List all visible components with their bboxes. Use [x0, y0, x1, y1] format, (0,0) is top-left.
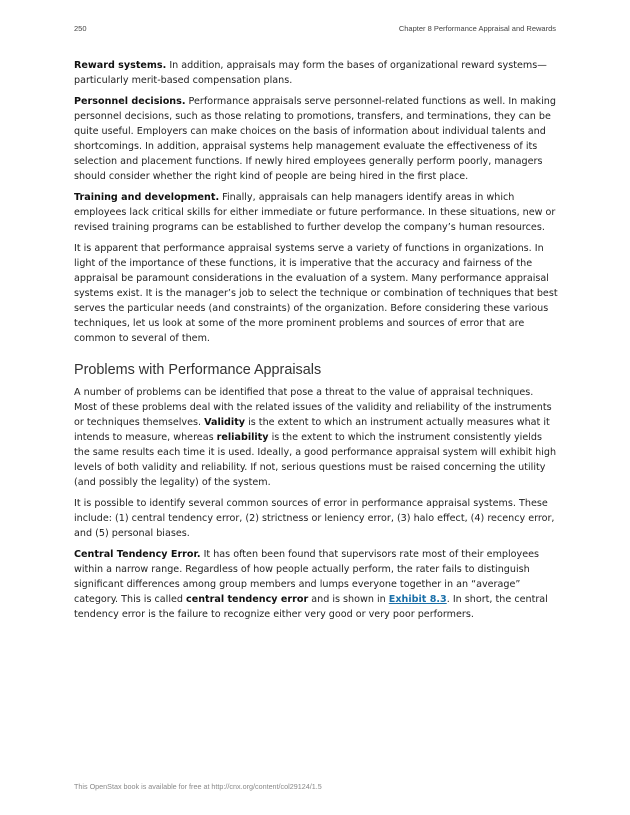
- paragraph-training: [74, 190, 558, 235]
- chapter-title: Chapter 8 Performance Appraisal and Rewards: [398, 24, 556, 33]
- term-central-tendency-error: central tendency error: [186, 594, 309, 605]
- page-footer: This OpenStax book is available for free at http://cnx.org/content/col29124/1.5: [74, 782, 322, 791]
- paragraph-text: It has often been found that supervisors rate most of their employees within a narrow range. Regardless of how people actually perform, the rater fails to distinguish significant differences among group members and lumps everyone together in an “average” category. This is called: [74, 549, 540, 605]
- paragraph-text: . In short, the central tendency error is the failure to recognize either very good or very poor performers.: [74, 594, 548, 620]
- term-reliability: reliability: [216, 432, 269, 443]
- paragraph-personnel-decisions: [74, 94, 558, 184]
- term-personnel-decisions: Personnel decisions.: [74, 96, 186, 107]
- paragraph-central-tendency: [74, 547, 558, 622]
- paragraph-text: is the extent to which the instrument consistently yields the same results each time it is used. Ideally, a good performance appraisal system will exhibit high levels of both validity and reliability. If not, serious questions must be raised concerning the utility (and possibly the legality) of the system.: [74, 432, 557, 488]
- term-validity: Validity: [204, 417, 246, 428]
- term-training-development: Training and development.: [74, 192, 220, 203]
- page-header: [74, 24, 556, 38]
- paragraph-reward-systems: [74, 58, 558, 88]
- exhibit-link[interactable]: Exhibit 8.3: [388, 594, 447, 605]
- paragraph-text: is the extent to which an instrument actually measures what it intends to measure, whereas: [74, 417, 550, 443]
- section-heading: Problems with Performance Appraisals: [74, 362, 322, 378]
- term-reward-systems: Reward systems.: [74, 60, 167, 71]
- paragraph-text: Finally, appraisals can help managers identify areas in which employees lack critical skills for either immediate or future performance. In these situations, new or revised training programs can be established to further develop the company’s human resources.: [74, 192, 556, 233]
- page-number: 250: [74, 24, 87, 33]
- paragraph-text: and is shown in: [308, 594, 389, 605]
- paragraph-text: Performance appraisals serve personnel-related functions as well. In making personnel decisions, such as those relating to promotions, transfers, and terminations, they can be quite useful. Employers can make choices on the basis of information about individual talents and shortcomings. In addition, appraisal systems help management evaluate the effectiveness of its selection and placement functions. If newly hired employees generally perform poorly, managers should consider whether the right kind of people are being hired in the first place.: [74, 96, 556, 182]
- paragraph-text: In addition, appraisals may form the bases of organizational reward systems—particularly merit-based compensation plans.: [74, 60, 547, 86]
- term-central-tendency-error-lead: Central Tendency Error.: [74, 549, 201, 560]
- page-content: [74, 58, 558, 628]
- paragraph-problems: [74, 385, 558, 490]
- paragraph-text: A number of problems can be identified that pose a threat to the value of appraisal techniques. Most of these problems deal with the related issues of the validity and reliability of the instruments or techniques themselves.: [74, 387, 552, 428]
- paragraph-sources-of-error: It is possible to identify several common sources of error in performance appraisal systems. These include: (1) central tendency error, (2) strictness or leniency error, (3) halo effect, (4) recency error, and (5) personal biases.: [74, 498, 555, 539]
- paragraph-apparent: It is apparent that performance appraisal systems serve a variety of functions in organizations. In light of the importance of these functions, it is imperative that the accuracy and fairness of the appraisal be paramount considerations in the evaluation of a system. Many performance appraisal systems exist. It is the manager’s job to select the technique or combination of techniques that best serves the particular needs (and constraints) of the organization. Before considering these various techniques, let us look at some of the more prominent problems and sources of error that are common to several of them.: [74, 243, 558, 344]
